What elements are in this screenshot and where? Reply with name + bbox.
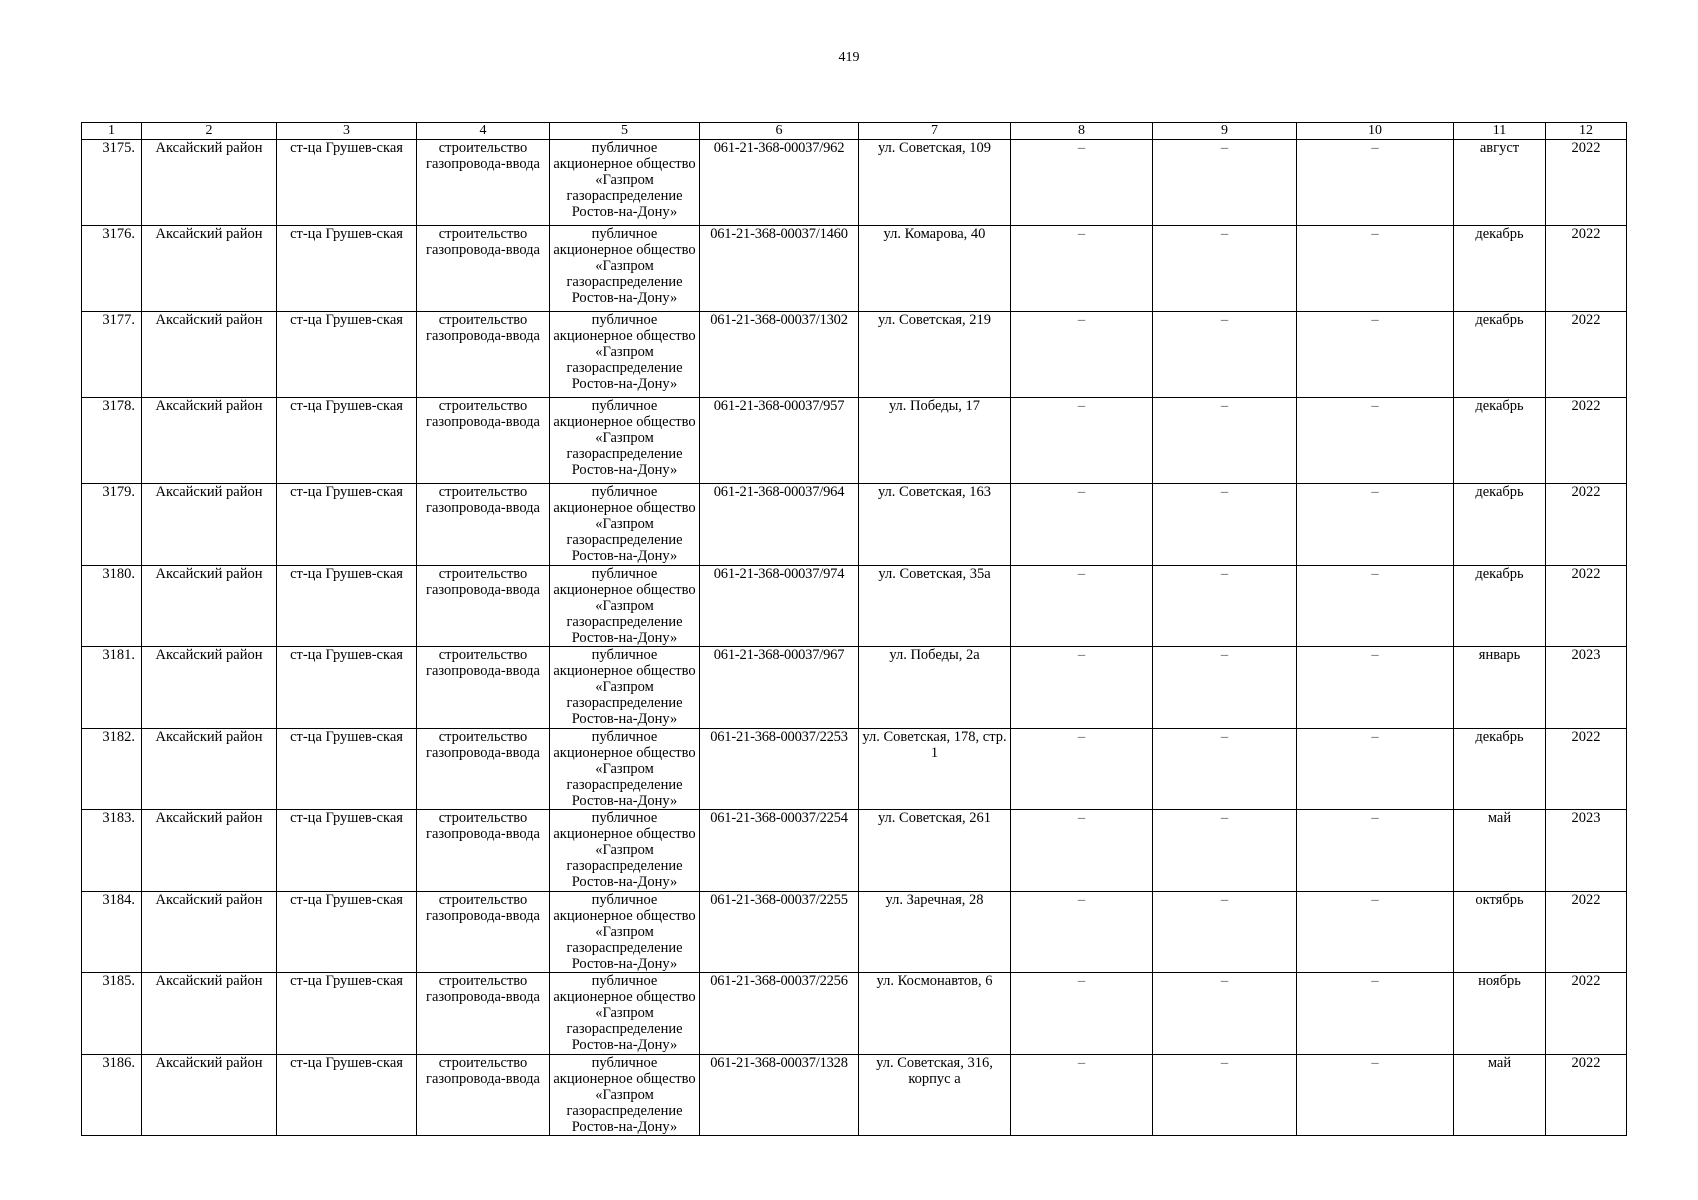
month-cell: май [1454,810,1546,892]
row-number-cell: 3185. [82,973,142,1055]
district-cell: Аксайский район [142,647,277,729]
district-cell: Аксайский район [142,226,277,312]
column-header: 12 [1546,123,1627,140]
settlement-cell: ст-ца Грушев-ская [277,484,417,566]
row-number-cell: 3180. [82,565,142,647]
district-cell: Аксайский район [142,484,277,566]
column-header: 10 [1297,123,1454,140]
year-cell: 2023 [1546,810,1627,892]
row-number-cell: 3184. [82,891,142,973]
column-9-cell: – [1153,728,1297,810]
work-type-cell: строительство газопровода-ввода [417,973,550,1055]
month-cell: декабрь [1454,484,1546,566]
column-9-cell: – [1153,973,1297,1055]
column-header: 4 [417,123,550,140]
column-header: 8 [1011,123,1153,140]
table-row [82,226,1627,312]
column-9-cell: – [1153,484,1297,566]
organization-cell: публичное акционерное общество «Газпром газораспределение Ростов-на-Дону» [550,398,700,484]
registry-table [81,122,1627,1136]
row-number-cell: 3182. [82,728,142,810]
registration-code-cell: 061-21-368-00037/2254 [700,810,859,892]
month-cell: январь [1454,647,1546,729]
settlement-cell: ст-ца Грушев-ская [277,891,417,973]
year-cell: 2022 [1546,1054,1627,1136]
column-header: 3 [277,123,417,140]
column-8-cell: – [1011,728,1153,810]
settlement-cell: ст-ца Грушев-ская [277,728,417,810]
work-type-cell: строительство газопровода-ввода [417,226,550,312]
table-row [82,140,1627,226]
row-number-cell: 3183. [82,810,142,892]
month-cell: август [1454,140,1546,226]
district-cell: Аксайский район [142,973,277,1055]
column-9-cell: – [1153,891,1297,973]
column-10-cell: – [1297,140,1454,226]
row-number-cell: 3177. [82,312,142,398]
column-8-cell: – [1011,484,1153,566]
column-8-cell: – [1011,1054,1153,1136]
column-10-cell: – [1297,647,1454,729]
column-10-cell: – [1297,398,1454,484]
registration-code-cell: 061-21-368-00037/2256 [700,973,859,1055]
work-type-cell: строительство газопровода-ввода [417,565,550,647]
column-header: 5 [550,123,700,140]
year-cell: 2022 [1546,226,1627,312]
column-header: 1 [82,123,142,140]
registration-code-cell: 061-21-368-00037/964 [700,484,859,566]
organization-cell: публичное акционерное общество «Газпром газораспределение Ростов-на-Дону» [550,1054,700,1136]
year-cell: 2022 [1546,398,1627,484]
work-type-cell: строительство газопровода-ввода [417,891,550,973]
row-number-cell: 3175. [82,140,142,226]
address-cell: ул. Победы, 2а [859,647,1011,729]
row-number-cell: 3181. [82,647,142,729]
work-type-cell: строительство газопровода-ввода [417,484,550,566]
column-8-cell: – [1011,312,1153,398]
column-10-cell: – [1297,891,1454,973]
column-10-cell: – [1297,1054,1454,1136]
column-9-cell: – [1153,647,1297,729]
column-9-cell: – [1153,565,1297,647]
column-8-cell: – [1011,973,1153,1055]
registration-code-cell: 061-21-368-00037/974 [700,565,859,647]
settlement-cell: ст-ца Грушев-ская [277,647,417,729]
organization-cell: публичное акционерное общество «Газпром газораспределение Ростов-на-Дону» [550,891,700,973]
row-number-cell: 3186. [82,1054,142,1136]
year-cell: 2022 [1546,973,1627,1055]
column-10-cell: – [1297,312,1454,398]
registration-code-cell: 061-21-368-00037/2253 [700,728,859,810]
table-row [82,565,1627,647]
column-10-cell: – [1297,226,1454,312]
column-8-cell: – [1011,140,1153,226]
column-number-header [82,123,1627,140]
table-row [82,484,1627,566]
organization-cell: публичное акционерное общество «Газпром газораспределение Ростов-на-Дону» [550,565,700,647]
row-number-cell: 3178. [82,398,142,484]
address-cell: ул. Комарова, 40 [859,226,1011,312]
registration-code-cell: 061-21-368-00037/967 [700,647,859,729]
column-header: 11 [1454,123,1546,140]
table-row [82,1054,1627,1136]
settlement-cell: ст-ца Грушев-ская [277,312,417,398]
table-row [82,728,1627,810]
registration-code-cell: 061-21-368-00037/1460 [700,226,859,312]
month-cell: декабрь [1454,398,1546,484]
page-number: 419 [838,50,860,65]
address-cell: ул. Советская, 35а [859,565,1011,647]
registration-code-cell: 061-21-368-00037/2255 [700,891,859,973]
column-9-cell: – [1153,810,1297,892]
settlement-cell: ст-ца Грушев-ская [277,810,417,892]
address-cell: ул. Победы, 17 [859,398,1011,484]
registration-code-cell: 061-21-368-00037/1328 [700,1054,859,1136]
row-number-cell: 3179. [82,484,142,566]
column-10-cell: – [1297,484,1454,566]
table-row [82,312,1627,398]
month-cell: октябрь [1454,891,1546,973]
work-type-cell: строительство газопровода-ввода [417,1054,550,1136]
district-cell: Аксайский район [142,891,277,973]
year-cell: 2022 [1546,312,1627,398]
organization-cell: публичное акционерное общество «Газпром газораспределение Ростов-на-Дону» [550,810,700,892]
settlement-cell: ст-ца Грушев-ская [277,973,417,1055]
address-cell: ул. Советская, 163 [859,484,1011,566]
address-cell: ул. Советская, 178, стр. 1 [859,728,1011,810]
month-cell: май [1454,1054,1546,1136]
column-header: 2 [142,123,277,140]
registration-code-cell: 061-21-368-00037/962 [700,140,859,226]
district-cell: Аксайский район [142,728,277,810]
month-cell: декабрь [1454,226,1546,312]
column-8-cell: – [1011,647,1153,729]
column-10-cell: – [1297,810,1454,892]
settlement-cell: ст-ца Грушев-ская [277,226,417,312]
row-number-cell: 3176. [82,226,142,312]
organization-cell: публичное акционерное общество «Газпром газораспределение Ростов-на-Дону» [550,226,700,312]
column-9-cell: – [1153,140,1297,226]
header-row [82,123,1627,140]
organization-cell: публичное акционерное общество «Газпром газораспределение Ростов-на-Дону» [550,312,700,398]
year-cell: 2022 [1546,484,1627,566]
address-cell: ул. Советская, 261 [859,810,1011,892]
organization-cell: публичное акционерное общество «Газпром газораспределение Ростов-на-Дону» [550,140,700,226]
month-cell: декабрь [1454,565,1546,647]
settlement-cell: ст-ца Грушев-ская [277,398,417,484]
work-type-cell: строительство газопровода-ввода [417,398,550,484]
year-cell: 2022 [1546,565,1627,647]
organization-cell: публичное акционерное общество «Газпром газораспределение Ростов-на-Дону» [550,647,700,729]
column-10-cell: – [1297,728,1454,810]
district-cell: Аксайский район [142,398,277,484]
settlement-cell: ст-ца Грушев-ская [277,565,417,647]
column-8-cell: – [1011,398,1153,484]
district-cell: Аксайский район [142,565,277,647]
column-9-cell: – [1153,1054,1297,1136]
column-8-cell: – [1011,891,1153,973]
column-8-cell: – [1011,226,1153,312]
year-cell: 2022 [1546,891,1627,973]
settlement-cell: ст-ца Грушев-ская [277,1054,417,1136]
work-type-cell: строительство газопровода-ввода [417,810,550,892]
table-row [82,810,1627,892]
column-9-cell: – [1153,312,1297,398]
registration-code-cell: 061-21-368-00037/957 [700,398,859,484]
table-row [82,647,1627,729]
column-10-cell: – [1297,565,1454,647]
table-row [82,398,1627,484]
address-cell: ул. Советская, 316, корпус а [859,1054,1011,1136]
work-type-cell: строительство газопровода-ввода [417,647,550,729]
organization-cell: публичное акционерное общество «Газпром газораспределение Ростов-на-Дону» [550,484,700,566]
column-header: 6 [700,123,859,140]
work-type-cell: строительство газопровода-ввода [417,728,550,810]
organization-cell: публичное акционерное общество «Газпром газораспределение Ростов-на-Дону» [550,728,700,810]
column-9-cell: – [1153,226,1297,312]
month-cell: ноябрь [1454,973,1546,1055]
address-cell: ул. Советская, 109 [859,140,1011,226]
address-cell: ул. Заречная, 28 [859,891,1011,973]
address-cell: ул. Космонавтов, 6 [859,973,1011,1055]
settlement-cell: ст-ца Грушев-ская [277,140,417,226]
column-9-cell: – [1153,398,1297,484]
district-cell: Аксайский район [142,140,277,226]
work-type-cell: строительство газопровода-ввода [417,140,550,226]
district-cell: Аксайский район [142,312,277,398]
column-10-cell: – [1297,973,1454,1055]
column-8-cell: – [1011,565,1153,647]
registration-code-cell: 061-21-368-00037/1302 [700,312,859,398]
month-cell: декабрь [1454,312,1546,398]
month-cell: декабрь [1454,728,1546,810]
column-header: 7 [859,123,1011,140]
column-header: 9 [1153,123,1297,140]
address-cell: ул. Советская, 219 [859,312,1011,398]
organization-cell: публичное акционерное общество «Газпром газораспределение Ростов-на-Дону» [550,973,700,1055]
year-cell: 2022 [1546,140,1627,226]
column-8-cell: – [1011,810,1153,892]
district-cell: Аксайский район [142,1054,277,1136]
year-cell: 2022 [1546,728,1627,810]
work-type-cell: строительство газопровода-ввода [417,312,550,398]
table-row [82,891,1627,973]
district-cell: Аксайский район [142,810,277,892]
table-body [82,140,1627,1136]
year-cell: 2023 [1546,647,1627,729]
table-row [82,973,1627,1055]
